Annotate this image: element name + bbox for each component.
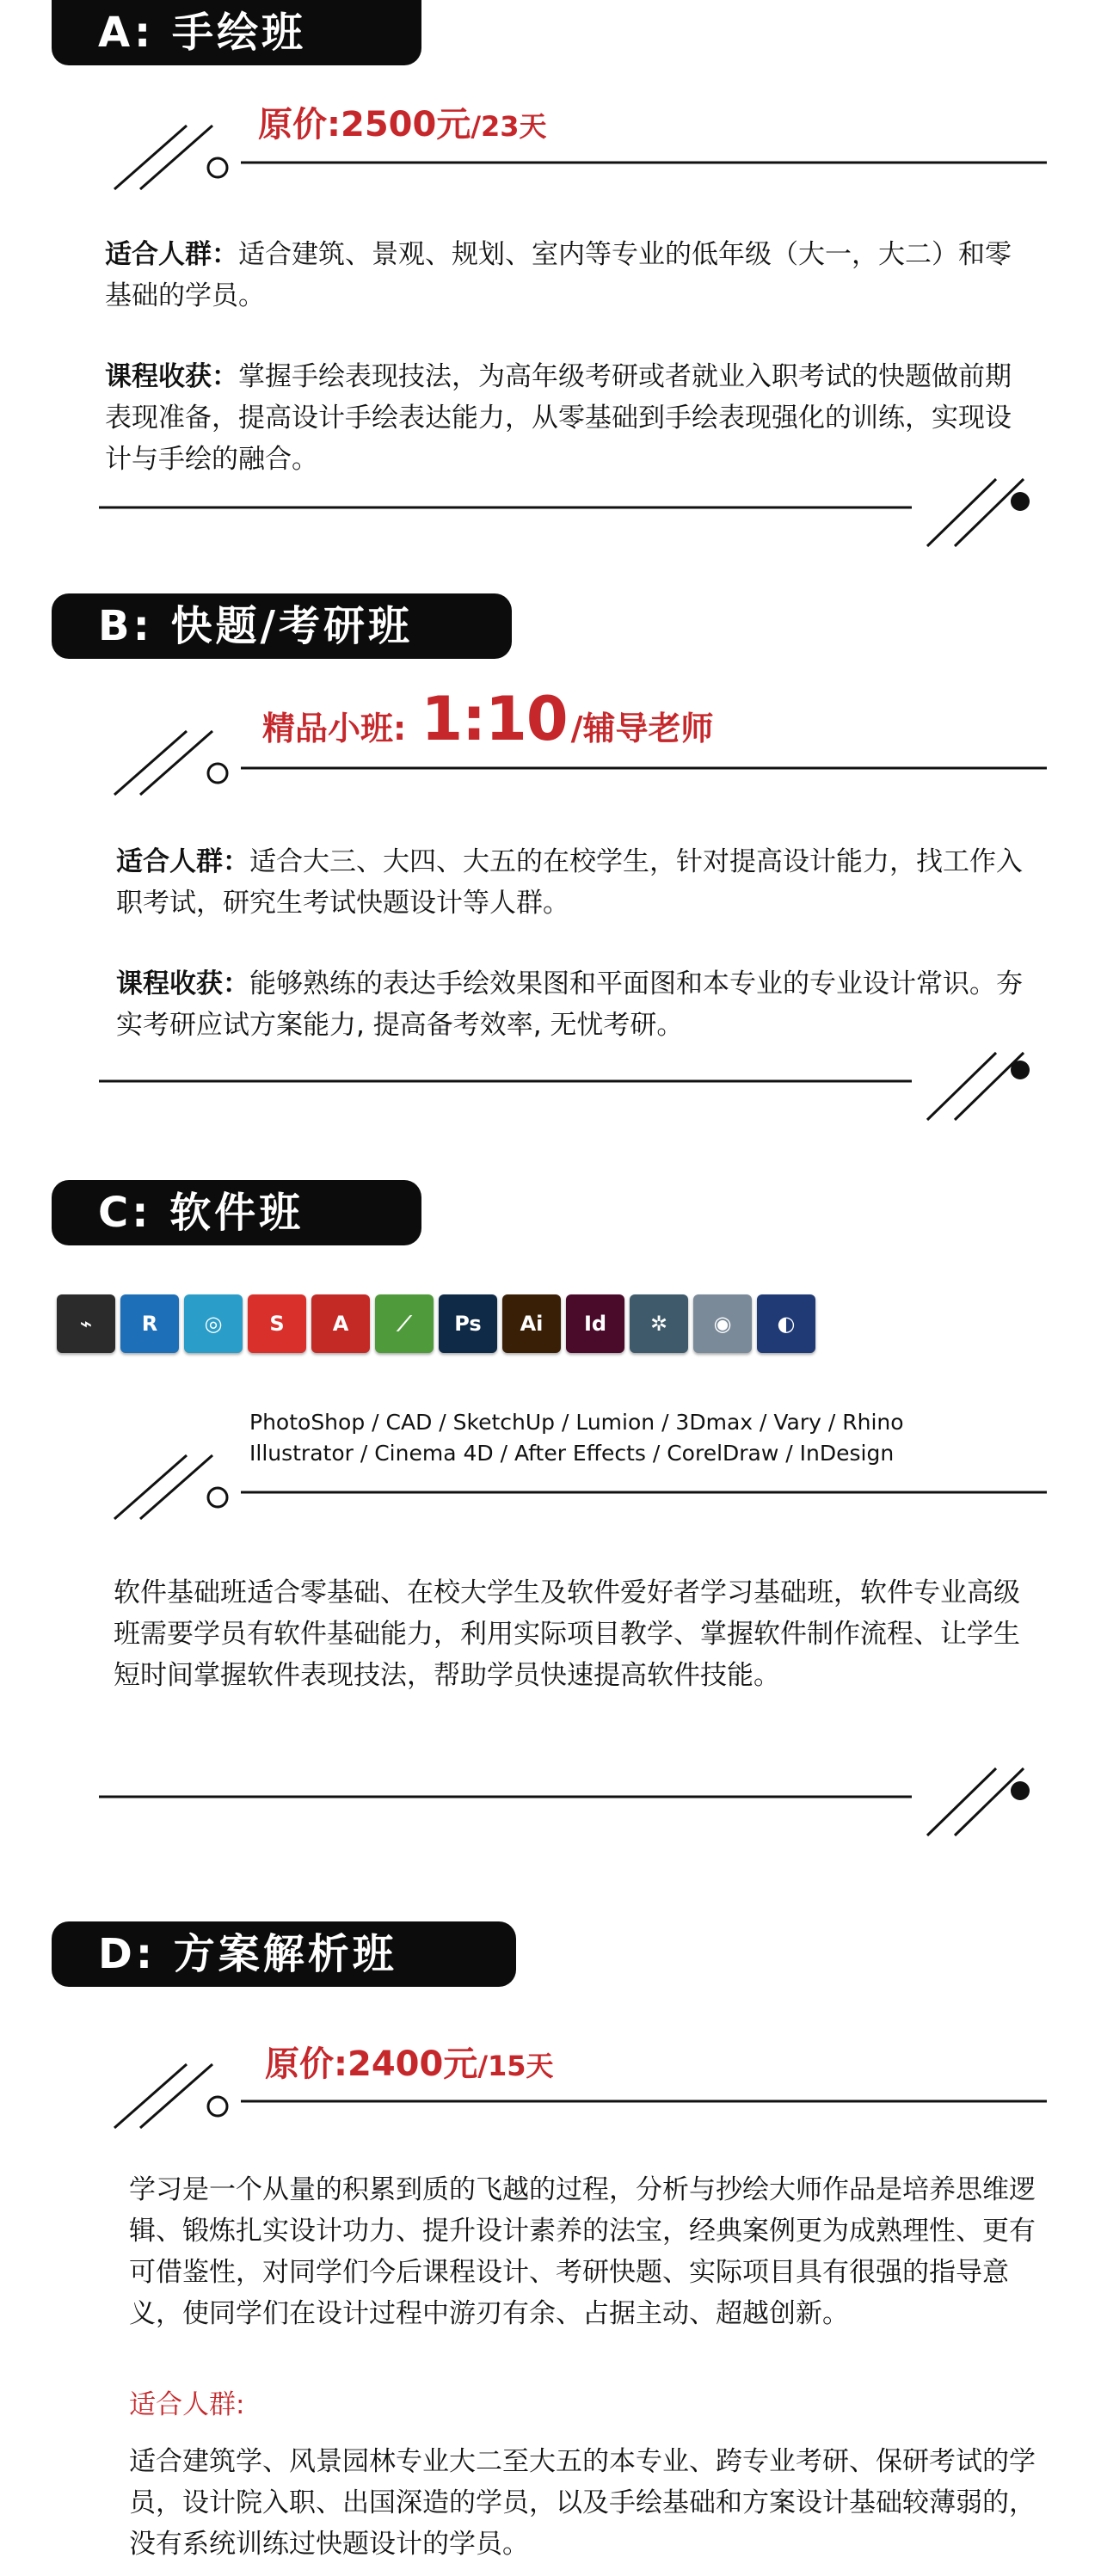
price-d-main: 原价:2400元 (265, 2044, 478, 2084)
audience-text: 适合建筑、景观、规划、室内等专业的低年级（大一，大二）和零基础的学员。 (105, 239, 1012, 311)
section-a-title: A: 手绘班 (52, 0, 421, 65)
decor-line-slash-dot (95, 1758, 1049, 1844)
photoshop-icon: Ps (439, 1294, 497, 1353)
section-d-title: D: 方案解析班 (52, 1921, 516, 1987)
illustrator-icon: Ai (502, 1294, 561, 1353)
coral-tree-icon: ✲ (630, 1294, 688, 1353)
price-a-main: 原价:2500元 (258, 105, 471, 144)
software-list-line2: Illustrator / Cinema 4D / After Effects / CorelDraw / InDesign (249, 1441, 895, 1466)
section-d-audience-label: 适合人群: (129, 2389, 245, 2420)
section-d-description: 学习是一个从量的积累到质的飞越的过程，分析与抄绘大师作品是培养思维逻辑、锻炼扎实设计功力、提升设计素养的法宝，经典案例更为成熟理性、更有可借鉴性，对同学们今后课程设计、考研快题、实际项目具有很强的指导意义，使同学们在设计过程中游刃有余、占据主动、超越创新。 (129, 2174, 1036, 2329)
price-d-suffix: /15天 (477, 2050, 554, 2082)
gain-label: 课程收获： (116, 968, 249, 999)
decor-line-slash-dot (95, 469, 1049, 555)
audience-text: 适合大三、大四、大五的在校学生，针对提高设计能力，找工作入职考试，研究生考试快题设计等人群。 (116, 846, 1023, 919)
price-d (265, 2037, 554, 2086)
gain-text: 掌握手绘表现技法，为高年级考研或者就业入职考试的快题做前期表现准备，提高设计手绘表达能力，从零基础到手绘表现强化的训练，实现设计与手绘的融合。 (105, 361, 1012, 475)
software-list-line1: PhotoShop / CAD / SketchUp / Lumion / 3Dmax / Vary / Rhino (249, 1410, 904, 1435)
lumion-icon: ⟋ (375, 1294, 434, 1353)
decor-slash-circle-line (108, 119, 1054, 196)
cinema4d-icon: ◐ (757, 1294, 815, 1353)
section-d-audience-text: 适合建筑学、风景园林专业大二至大五的本专业、跨专业考研、保研考试的学员，设计院入职、出国深造的学员，以及手绘基础和方案设计基础较薄弱的，没有系统训练过快题设计的学员。 (129, 2446, 1036, 2560)
revit-icon: R (120, 1294, 179, 1353)
price-a-suffix: /23天 (471, 110, 547, 143)
price-a (258, 97, 547, 146)
gain-text: 能够熟练的表达手绘效果图和平面图和本专业的专业设计常识。夯实考研应试方案能力, 提高备考效率, 无忧考研。 (116, 968, 1023, 1041)
decor-slash-circle-line (108, 1448, 1054, 1526)
decor-line-slash-dot (95, 1042, 1049, 1128)
section-a-gain (105, 356, 1017, 480)
indesign-icon: Id (566, 1294, 624, 1353)
3dsmax-icon: ⌁ (57, 1294, 115, 1353)
section-b-gain (116, 963, 1028, 1046)
section-a-audience (105, 234, 1017, 317)
audience-label: 适合人群： (116, 846, 249, 877)
keyshot-icon: ◉ (693, 1294, 752, 1353)
price-b-suffix: /辅导老师 (570, 710, 714, 747)
section-b-title: B: 快题/考研班 (52, 593, 512, 659)
section-b-audience (116, 841, 1028, 924)
price-b (262, 684, 713, 754)
software-icon-row (57, 1294, 815, 1353)
audience-label: 适合人群： (105, 239, 238, 270)
decor-slash-circle-line (108, 2057, 1054, 2135)
gain-label: 课程收获： (105, 361, 238, 392)
section-c-title: C: 软件班 (52, 1180, 421, 1245)
price-b-label: 精品小班: (262, 710, 418, 747)
sketchup-icon: S (248, 1294, 306, 1353)
autocad-icon: A (311, 1294, 370, 1353)
price-b-ratio: 1:10 (421, 684, 568, 754)
vray-icon: ◎ (184, 1294, 243, 1353)
section-c-description: 软件基础班适合零基础、在校大学生及软件爱好者学习基础班，软件专业高级班需要学员有软件基础能力，利用实际项目教学、掌握软件制作流程、让学生短时间掌握软件表现技法，帮助学员快速提高软件技能。 (114, 1577, 1020, 1691)
